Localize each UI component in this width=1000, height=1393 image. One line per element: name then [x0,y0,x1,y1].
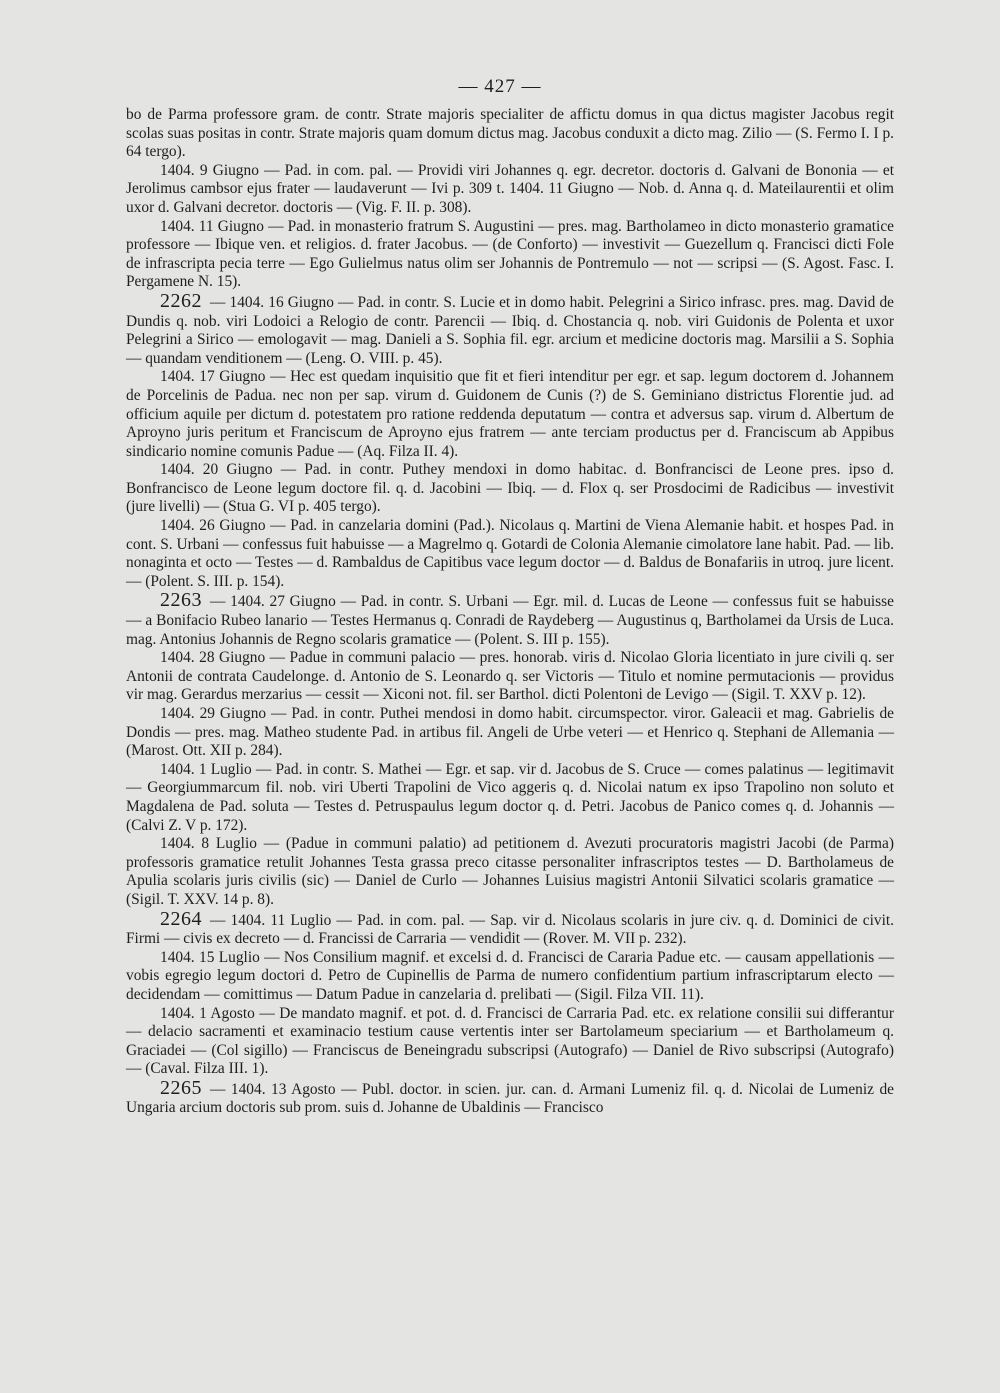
paragraph [126,162,894,218]
paragraph-text: 1404. 29 Giugno — Pad. in contr. Puthei mendosi in domo habit. circumspector. viror. Galeacii et mag. Gabrielis de Dondis — pres. mag. Matheo studente Pad. in artibus fil. Angeli de Urbe veteri — et Henrico q. Stephani de Allemania — (Marost. Ott. XII p. 284). [126,705,894,760]
document-number: 2265 [160,1076,202,1099]
paragraph-text: 1404. 26 Giugno — Pad. in canzelaria domini (Pad.). Nicolaus q. Martini de Viena Alemanie habit. et hospes Pad. in cont. S. Urbani — confessus fuit habuisse — a Magrelmo q. Gotardi de Colonia Alemanie cimolatore lane habit. Pad. — lib. nonaginta et octo — Testes — d. Rambaldus de Capitibus vace legum doctor — d. Baldus de Bonafariis in utroq. jure licent. — (Polent. S. III. p. 154). [126,517,894,590]
paragraph [126,761,894,835]
document-entry [126,907,894,949]
paragraph-text: — 1404. 27 Giugno — Pad. in contr. S. Urbani — Egr. mil. d. Lucas de Leone — confessus fuit se habuisse — a Bonifacio Rubeo lanario — Testes Hermanus q. Conradi de Raydeberg — Augustinus q, Bartholamei da Ursis de Luca. mag. Antonius Johannis de Regno scolaris gramatice — (Polent. S. III p. 155). [126,593,894,648]
paragraph-text: 1404. 1 Luglio — Pad. in contr. S. Mathei — Egr. et sap. vir d. Jacobus de S. Cruce — comes palatinus — legitimavit — Georgiummarcum fil. nob. viri Uberti Trapolini de Vico aggeris q. d. Nicolai natum ex ipso Trapolino non soluto et Magdalena de Pad. soluta — Testes d. Petruspaulus legum doctor q. d. Petri. Jacobus de Panico comes q. d. Johannis — (Calvi Z. V p. 172). [126,760,894,834]
paragraph-text: — 1404. 16 Giugno — Pad. in contr. S. Lucie et in domo habit. Pelegrini a Sirico infrasc. pres. mag. David de Dundis q. nob. viri Lodoici a Relogio de contr. Parencii — Ibiq. d. Chostancia q. nob. viri Guidonis de Polenta et uxor Pelegrini a Sirico — emologavit — mag. Danieli a S. Sophia fil. egr. arcium et medicine doctoris mag. Marsilii a S. Sophia — quandam venditionem — (Leng. O. VIII. p. 45). [126,293,894,367]
paragraph-text: 1404. 9 Giugno — Pad. in com. pal. — Providi viri Johannes q. egr. decretor. doctoris d. Galvani de Bononia — et Jerolimus cambsor ejus frater — laudaverunt — Ivi p. 309 t. 1404. 11 Giugno — Nob. d. Anna q. d. Mateilaurentii et olim uxor d. Galvani decretor. doctoris — (Vig. F. II. p. 308). [126,161,894,216]
paragraph-text: 1404. 17 Giugno — Hec est quedam inquisitio que fit et fieri intenditur per egr. et sap. legum doctorem d. Johannem de Porcelinis de Padua. nec non per sap. virum d. Guidonem de Cunis (?) de S. Geminiano districtus Florentie jud. ad officium aquile per dictum d. potestatem pro ratione reddenda deputatum — contra et adversus sap. virum d. Albertum de Aproyno juris peritum et Franciscum de Aproyno ejus fratrem — ante terciam productus per d. Franciscum ab Appibus sindicario nomine comunis Padue — (Aq. Filza II. 4). [126,368,894,460]
paragraph-text: 1404. 8 Luglio — (Padue in communi palatio) ad petitionem d. Avezuti procuratoris magistri Jacobi (de Parma) professoris gramatice retulit Johannes Testa grassa preco citasse personaliter infrascriptos testes — D. Bartholameus de Apulia scolaris juris civilis (sic) — Daniel de Curlo — Johannes Luisius magistri Antonii Silvatici scolaris gramatice — (Sigil. T. XXV. 14 p. 8). [126,835,894,908]
paragraph-text: bo de Parma professore gram. de contr. Strate majoris specialiter de affictu domus in qua dictus magister Jacobus regit scolas suas positas in contr. Strate majoris quam domum dictus mag. Jacobus conduxit a dicto mag. Zilio — (S. Fermo I. I p. 64 tergo). [126,106,894,161]
document-entry [126,1076,894,1118]
paragraph [126,835,894,909]
paragraph [126,461,894,517]
paragraph-text: — 1404. 11 Luglio — Pad. in com. pal. — Sap. vir d. Nicolaus scolaris in jure civ. q. d. Dominici de civit. Firmi — civis ex decreto — d. Francissi de Carraria — vendidit — (Rover. M. VII p. 232). [126,911,894,948]
paragraph [126,949,894,1005]
page-number: — 427 — [458,76,542,97]
paragraph-text: 1404. 28 Giugno — Padue in communi palacio — pres. honorab. viris d. Nicolao Gloria licentiato in jure civili q. ser Antonii de contrata Caudelonge. d. Antonio de S. Leonardo q. ser Victoris — Titulo et nomine permutacionis — providus vir mag. Gerardus merzarius — cessit — Xiconi not. fil. ser Barthol. dicti Polentoni de Levigo — (Sigil. T. XXV p. 12). [126,649,894,704]
document-number: 2263 [160,589,202,612]
paragraph-text: 1404. 11 Giugno — Pad. in monasterio fratrum S. Augustini — pres. mag. Bartholameo in dicto monasterio gramatice professore — Ibique ven. et religios. d. frater Jacobus. — (de Conforto) — investivit — Guezellum q. Francisci dicti Fole de infrascripta pecia terre — Ego Gulielmus natus olim ser Johannis de Pontremulo — not — scripsi — (S. Agost. Fasc. I. Pergamene N. 15). [126,217,894,291]
text-body [126,106,894,1118]
paragraph-text: 1404. 20 Giugno — Pad. in contr. Puthey mendoxi in domo habitac. d. Bonfrancisci de Leone pres. ipso d. Bonfrancisco de Leone legum doctore fil. q. d. Jacobini — Ibiq. — d. Flox q. ser Prosdocimi de Radicibus — investivit (jure livelli) — (Stua G. VI p. 405 tergo). [126,461,894,516]
paragraph [126,649,894,705]
paragraph [126,705,894,761]
document-number: 2264 [160,907,202,930]
paragraph-text: 1404. 15 Luglio — Nos Consilium magnif. et excelsi d. d. Francisci de Cararia Padue etc. — causam appellationis — vobis egregio legum doctori d. Petro de Cupinellis de Parma de numero confidentium partium infrascriptarum electo — decidendam — comittimus — Datum Padue in canzelaria d. prelibati — (Sigil. Filza VII. 11). [126,948,894,1003]
document-entry [126,591,894,649]
paragraph-text: — 1404. 13 Agosto — Publ. doctor. in scien. jur. can. d. Armani Lumeniz fil. q. d. Nicolai de Lumeniz de Ungaria arcium doctoris sub prom. suis d. Johanne de Ubaldinis — Francisco [126,1080,894,1117]
paragraph [126,218,894,292]
paragraph [126,517,894,591]
paragraph [126,1005,894,1079]
document-entry [126,289,894,368]
paragraph-text: 1404. 1 Agosto — De mandato magnif. et pot. d. d. Francisci de Carraria Pad. etc. ex relatione consilii sui differantur — delacio sacramenti et examinacio testium cause vertentis inter ser Bartolameum speciarium — et Bartholameum q. Graciadei — (Col sigillo) — Franciscus de Beneingradu subscripsi (Autografo) — Daniel de Rivo subscripsi (Autografo) — (Caval. Filza III. 1). [126,1004,894,1078]
paragraph [126,106,894,162]
document-number: 2262 [160,289,202,312]
paragraph [126,368,894,461]
